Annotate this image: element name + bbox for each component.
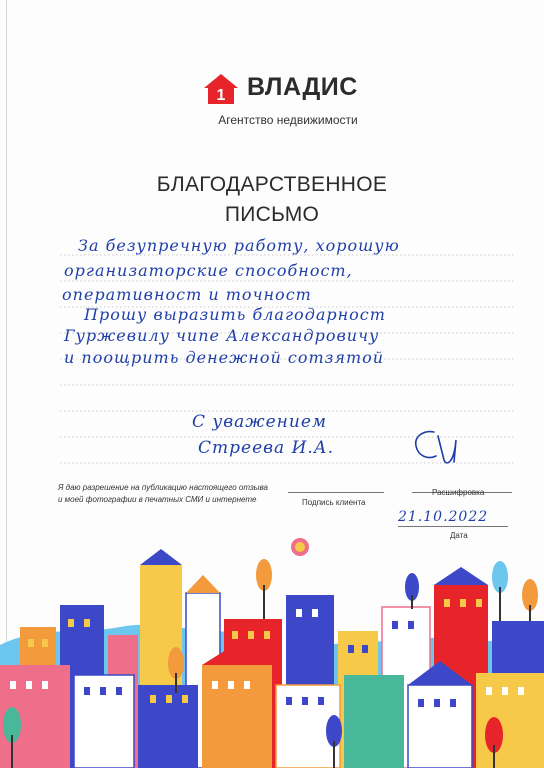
consent-line-2: и моей фотографии в печатных СМИ и интернете — [58, 495, 257, 504]
letter-line: организаторские способност, — [64, 261, 353, 280]
date-line — [398, 526, 508, 527]
decode-label: Расшифровка — [432, 488, 485, 497]
brand-logo — [203, 71, 373, 107]
letter-line: и поощрить денежной сотзятой — [64, 348, 385, 367]
date-label: Дата — [450, 531, 468, 540]
consent-line-1: Я даю разрешение на публикацию настоящего отзыва — [58, 483, 268, 492]
brand-name: ВЛАДИС — [247, 73, 358, 101]
city-illustration — [0, 535, 544, 768]
consent-note — [58, 482, 318, 506]
document-title — [120, 170, 424, 230]
signature-label: Подпись клиента — [302, 498, 366, 507]
house-key-icon — [203, 73, 239, 105]
brand-tagline: Агентство недвижимости — [218, 113, 358, 127]
date-value: 21.10.2022 — [398, 509, 489, 525]
title-line-1: БЛАГОДАРСТВЕННОЕ — [156, 173, 388, 196]
handwritten-signature — [404, 426, 460, 466]
letter-line: За безупречную работу, хорошую — [78, 236, 400, 255]
letter-line: Прошу выразить благодарност — [84, 305, 386, 324]
letter-line: Гуржевилу чипе Александровичу — [64, 326, 380, 345]
title-line-2: ПИСЬМО — [224, 203, 320, 226]
letter-line: оперативност и точност — [62, 285, 312, 304]
logo-digit: 1 — [216, 87, 226, 104]
signature-line — [288, 492, 384, 493]
signer-name: Стреева И.А. — [198, 438, 335, 458]
closing-phrase: С уважением — [192, 412, 327, 432]
